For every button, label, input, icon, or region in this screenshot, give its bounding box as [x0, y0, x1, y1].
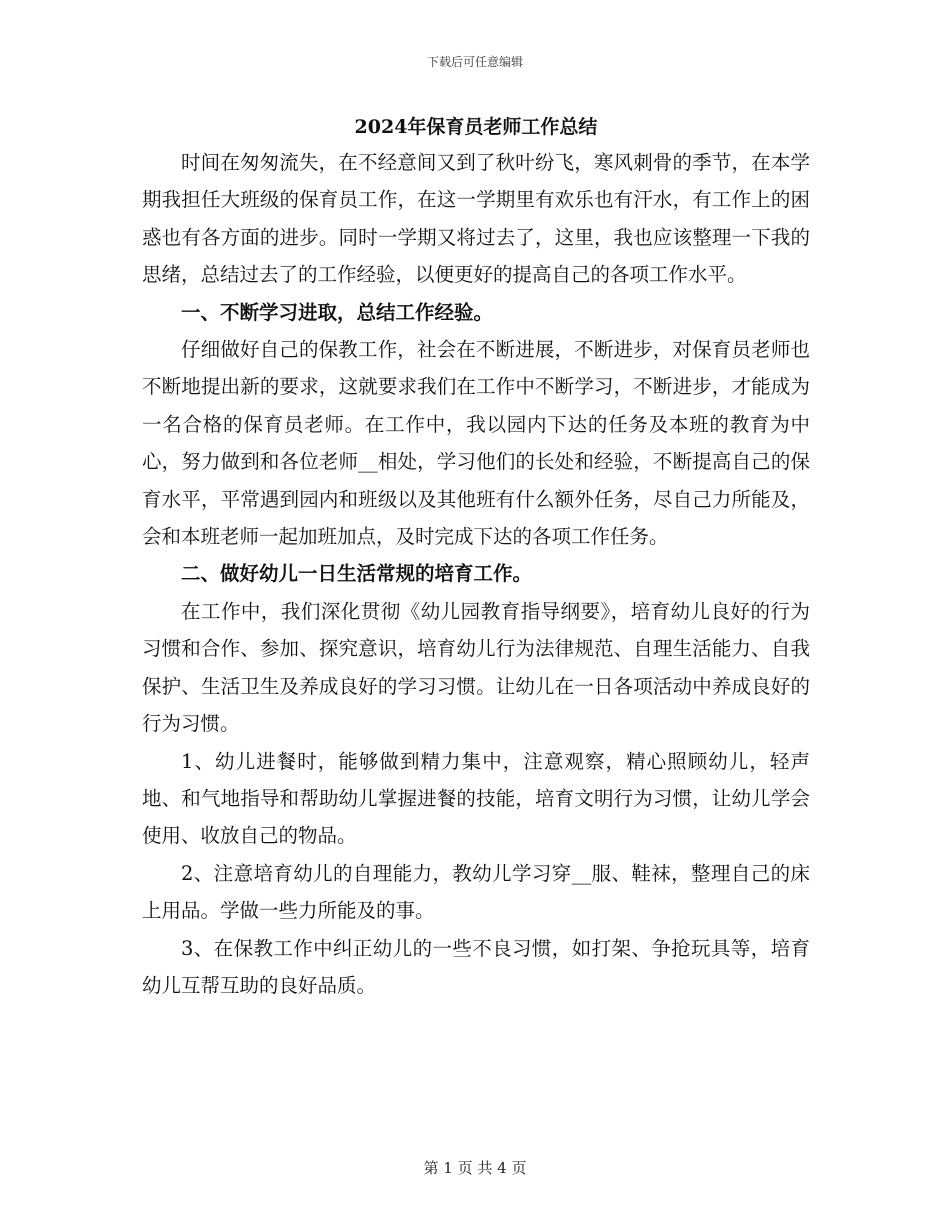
header-note: 下载后可任意编辑 — [426, 55, 523, 69]
list-item-2: 2、注意培育幼儿的自理能力，教幼儿学习穿__服、鞋袜，整理自己的床上用品。学做一些力所能及的事。 — [142, 861, 810, 923]
section-heading-1: 一、不断学习进取，总结工作经验。 — [181, 300, 494, 324]
list-item-1: 1、幼儿进餐时，能够做到精力集中，注意观察，精心照顾幼儿，轻声地、和气地指导和帮助幼儿掌握进餐的技能，培育文明行为习惯，让幼儿学会使用、收放自己的物品。 — [142, 749, 810, 848]
paragraph-section-1: 仔细做好自己的保教工作，社会在不断进展，不断进步，对保育员老师也不断地提出新的要求，这就要求我们在工作中不断学习，不断进步，才能成为一名合格的保育员老师。在工作中，我以园内下达的任务及本班的教育为中心，努力做到和各位老师__相处，学习他们的长处和经验，不断提高自己的保育水平，平常遇到园内和班级以及其他班有什么额外任务，尽自己力所能及，会和本班老师一起加班加点，及时完成下达的各项工作任务。 — [142, 338, 810, 549]
paragraph-intro: 时间在匆匆流失，在不经意间又到了秋叶纷飞，寒风刺骨的季节，在本学期我担任大班级的保育员工作，在这一学期里有欢乐也有汗水，有工作上的困惑也有各方面的进步。同时一学期又将过去了，这里，我也应该整理一下我的思绪，总结过去了的工作经验，以便更好的提高自己的各项工作水平。 — [142, 151, 810, 287]
document-body — [142, 112, 810, 1004]
list-item-3: 3、在保教工作中纠正幼儿的一些不良习惯，如打架、争抢玩具等，培育幼儿互帮互助的良好品质。 — [142, 936, 810, 997]
page-footer: 第 1 页 共 4 页 — [423, 1159, 527, 1177]
paragraph-section-2: 在工作中，我们深化贯彻《幼儿园教育指导纲要》，培育幼儿良好的行为习惯和合作、参加、探究意识，培育幼儿行为法律规范、自理生活能力、自我保护、生活卫生及养成良好的学习习惯。让幼儿在一日各项活动中养成良好的行为习惯。 — [142, 599, 810, 736]
document-title: 2024年保育员老师工作总结 — [354, 116, 598, 138]
section-heading-2: 二、做好幼儿一日生活常规的培育工作。 — [181, 562, 533, 586]
